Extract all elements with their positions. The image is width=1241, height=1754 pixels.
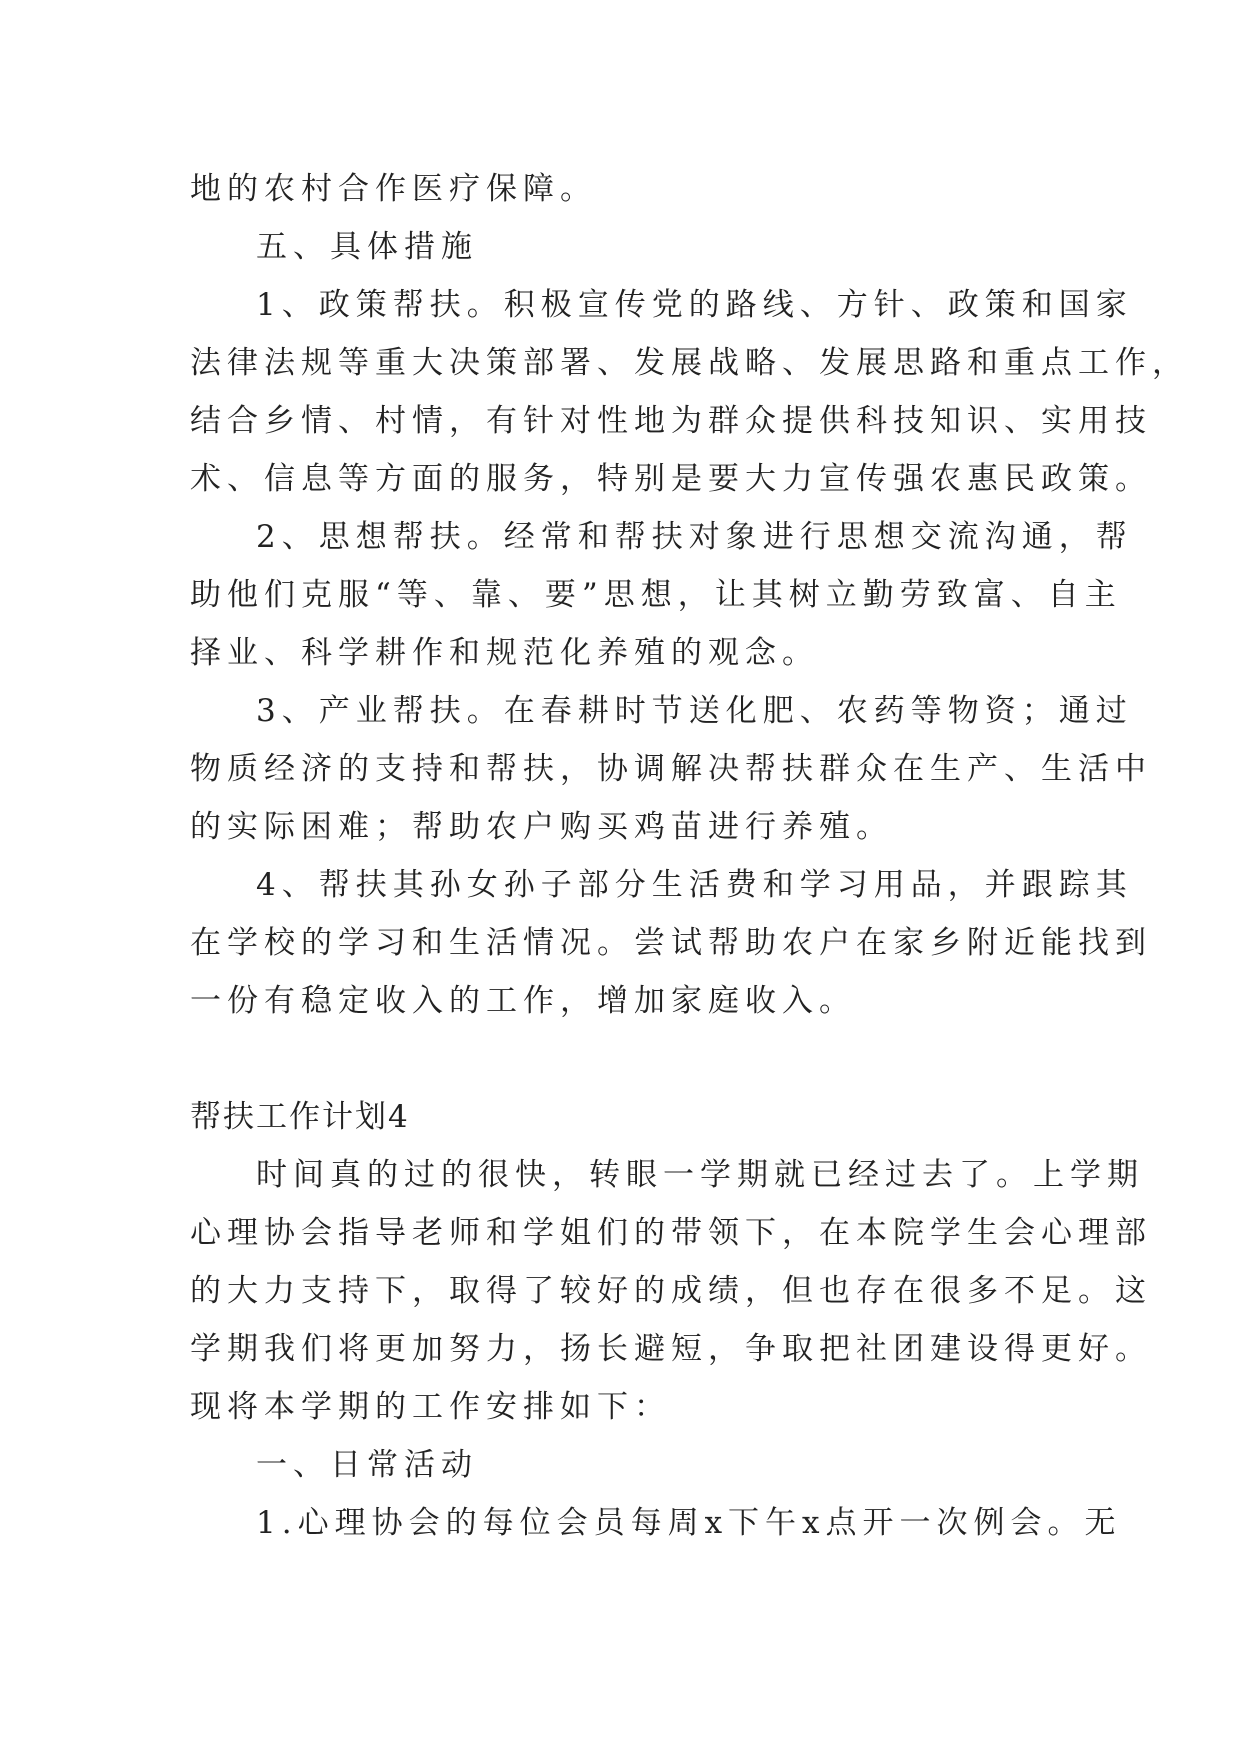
paragraph-line: 择业、科学耕作和规范化养殖的观念。 — [190, 635, 819, 671]
paragraph-line: 物质经济的支持和帮扶，协调解决帮扶群众在生产、生活中 — [190, 751, 1152, 787]
paragraph-line: 结合乡情、村情，有针对性地为群众提供科技知识、实用技 — [190, 403, 1152, 439]
paragraph-line: 时间真的过的很快，转眼一学期就已经过去了。上学期 — [256, 1157, 1144, 1193]
paragraph-line: 1、政策帮扶。积极宣传党的路线、方针、政策和国家 — [256, 287, 1133, 323]
paragraph-line: 一份有稳定收入的工作，增加家庭收入。 — [190, 983, 856, 1019]
paragraph-line: 现将本学期的工作安排如下： — [190, 1389, 671, 1425]
paragraph-line: 在学校的学习和生活情况。尝试帮助农户在家乡附近能找到 — [190, 925, 1152, 961]
section-spacer — [190, 1030, 1060, 1088]
paragraph-line: 法律法规等重大决策部署、发展战略、发展思路和重点工作， — [190, 345, 1189, 381]
paragraph-line: 1.心理协会的每位会员每周x下午x点开一次例会。无 — [256, 1505, 1122, 1541]
paragraph-line: 地的农村合作医疗保障。 — [190, 171, 597, 207]
paragraph-line: 学期我们将更加努力，扬长避短，争取把社团建设得更好。 — [190, 1331, 1152, 1367]
paragraph-line: 术、信息等方面的服务，特别是要大力宣传强农惠民政策。 — [190, 461, 1152, 497]
paragraph-line: 3、产业帮扶。在春耕时节送化肥、农药等物资；通过 — [256, 693, 1133, 729]
paragraph-line: 2、思想帮扶。经常和帮扶对象进行思想交流沟通，帮 — [256, 519, 1133, 555]
paragraph-line: 助他们克服“等、靠、要”思想，让其树立勤劳致富、自主 — [190, 577, 1122, 613]
paragraph-line: 的实际困难；帮助农户购买鸡苗进行养殖。 — [190, 809, 893, 845]
paragraph-line: 心理协会指导老师和学姐们的带领下，在本院学生会心理部 — [190, 1215, 1152, 1251]
paragraph-line: 4、帮扶其孙女孙子部分生活费和学习用品，并跟踪其 — [256, 867, 1133, 903]
section-title: 帮扶工作计划4 — [190, 1099, 410, 1135]
section-heading-five: 五、具体措施 — [256, 229, 478, 265]
section-heading-one: 一、日常活动 — [256, 1447, 478, 1483]
document-body — [190, 160, 1189, 1552]
paragraph-line: 的大力支持下，取得了较好的成绩，但也存在很多不足。这 — [190, 1273, 1152, 1309]
